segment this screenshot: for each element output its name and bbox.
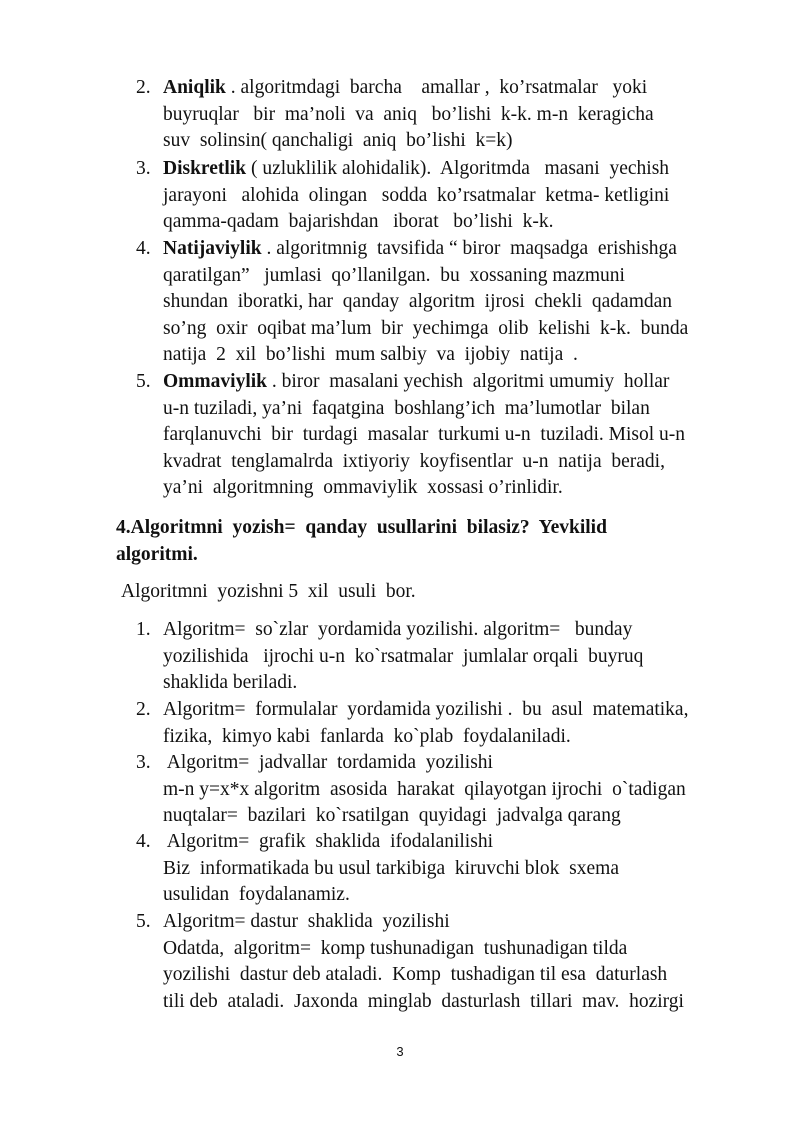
list-number: 3. [136,752,151,773]
list-item-text [163,697,776,750]
text-line: suv solinsin( qanchaligi aniq bo’lishi k=k) [163,130,513,151]
list-item-text [163,369,776,502]
list-item-text [163,829,776,909]
heading-line: algoritmi. [116,543,198,565]
list-item-text [163,156,776,236]
list-number: 4. [136,831,151,852]
text-line: farqlanuvchi bir turdagi masalar turkumi u-n tuziladi. Misol u-n [163,424,686,445]
text-line: m-n y=x*x algoritm asosida harakat qilayotgan ijrochi o`tadigan [163,778,686,800]
text-line: Biz informatikada bu usul tarkibiga kiruvchi blok sxema [163,857,619,879]
text-line: usulidan foydalanamiz. [163,884,350,905]
text-line: Algoritm= jadvallar tordamida yozilishi [163,752,493,773]
list-number: 4. [136,238,151,259]
list-item-formulalar [136,697,776,750]
text-line: Algoritm= grafik shaklida ifodalanilishi [163,831,493,852]
text-line: . algoritmnig tavsifida “ biror maqsadga erishishga [261,238,677,259]
list-item-text [163,909,776,1015]
list-item-grafik [136,829,776,909]
term-bold: Aniqlik [163,77,226,98]
text-line: shaklida beriladi. [163,672,298,693]
intro-paragraph: Algoritmni yozishni 5 xil usuli bor. [121,581,416,602]
text-line: so’ng oxir oqibat ma’lum bir yechimga olib kelishi k-k. bunda [163,317,689,339]
list-item-jadvallar [136,750,776,830]
text-line: buyruqlar bir ma’noli va aniq bo’lishi k-k. m-n keragicha [163,103,654,125]
text-line: kvadrat tenglamalrda ixtiyoriy koyfisentlar u-n natija beradi, [163,450,665,472]
text-line: . biror masalani yechish algoritmi umumiy hollar [267,371,670,392]
text-line: nuqtalar= bazilari ko`rsatilgan quyidagi jadvalga qarang [163,805,621,826]
page-number: 3 [396,1044,404,1059]
text-line: Algoritm= dastur shaklida yozilishi [163,911,450,932]
list-item-sozlar [136,617,776,697]
text-line: . algoritmdagi barcha amallar , ko’rsatmalar yoki [225,77,648,98]
term-bold: Ommaviylik [163,371,268,392]
list-item-diskretlik [136,156,776,236]
text-line: qaratilgan” jumlasi qo’llanilgan. bu xossaning mazmuni [163,264,625,286]
list-number: 1. [136,619,151,640]
list-number: 5. [136,911,151,932]
text-line: yozilishida ijrochi u-n ko`rsatmalar jumlalar orqali buyruq [163,645,644,667]
text-line: shundan iboratki, har qanday algoritm ijrosi chekli qadamdan [163,291,673,312]
text-line: Odatda, algoritm= komp tushunadigan tushunadigan tilda [163,937,628,959]
section-heading [116,515,776,568]
list-item-text [163,750,776,830]
text-line: Algoritm= formulalar yordamida yozilishi . bu asul matematika, [163,699,689,720]
list-item-text [163,617,776,697]
list-item-ommaviylik [136,369,776,502]
list-item-aniqlik [136,75,776,155]
text-line: u-n tuziladi, ya’ni faqatgina boshlang’ich ma’lumotlar bilan [163,397,650,419]
text-line: tili deb ataladi. Jaxonda minglab dasturlash tillari mav. hozirgi [163,990,684,1012]
term-bold: Diskretlik [163,158,247,179]
term-bold: Natijaviylik [163,238,262,259]
list-number: 3. [136,158,151,179]
text-line: Algoritm= so`zlar yordamida yozilishi. algoritm= bunday [163,619,633,640]
text-line: yozilishi dastur deb ataladi. Komp tushadigan til esa daturlash [163,964,668,985]
list-item-text [163,75,776,155]
list-item-text [163,236,776,369]
text-line: qamma-qadam bajarishdan iborat bo’lishi k-k. [163,211,554,232]
text-line: ( uzluklilik alohidalik). Algoritmda masani yechish [246,158,670,179]
text-line: natija 2 xil bo’lishi mum salbiy va ijobiy natija . [163,344,578,365]
text-line: jarayoni alohida olingan sodda ko’rsatmalar ketma- ketligini [163,184,670,206]
list-number: 5. [136,371,151,392]
list-number: 2. [136,77,151,98]
list-number: 2. [136,699,151,720]
text-line: fizika, kimyo kabi fanlarda ko`plab foydalaniladi. [163,725,571,747]
text-line: ya’ni algoritmning ommaviylik xossasi o’rinlidir. [163,477,563,498]
list-item-dastur [136,909,776,1015]
list-item-natijaviylik [136,236,776,369]
heading-line: 4.Algoritmni yozish= qanday usullarini bilasiz? Yevkilid [116,517,607,538]
